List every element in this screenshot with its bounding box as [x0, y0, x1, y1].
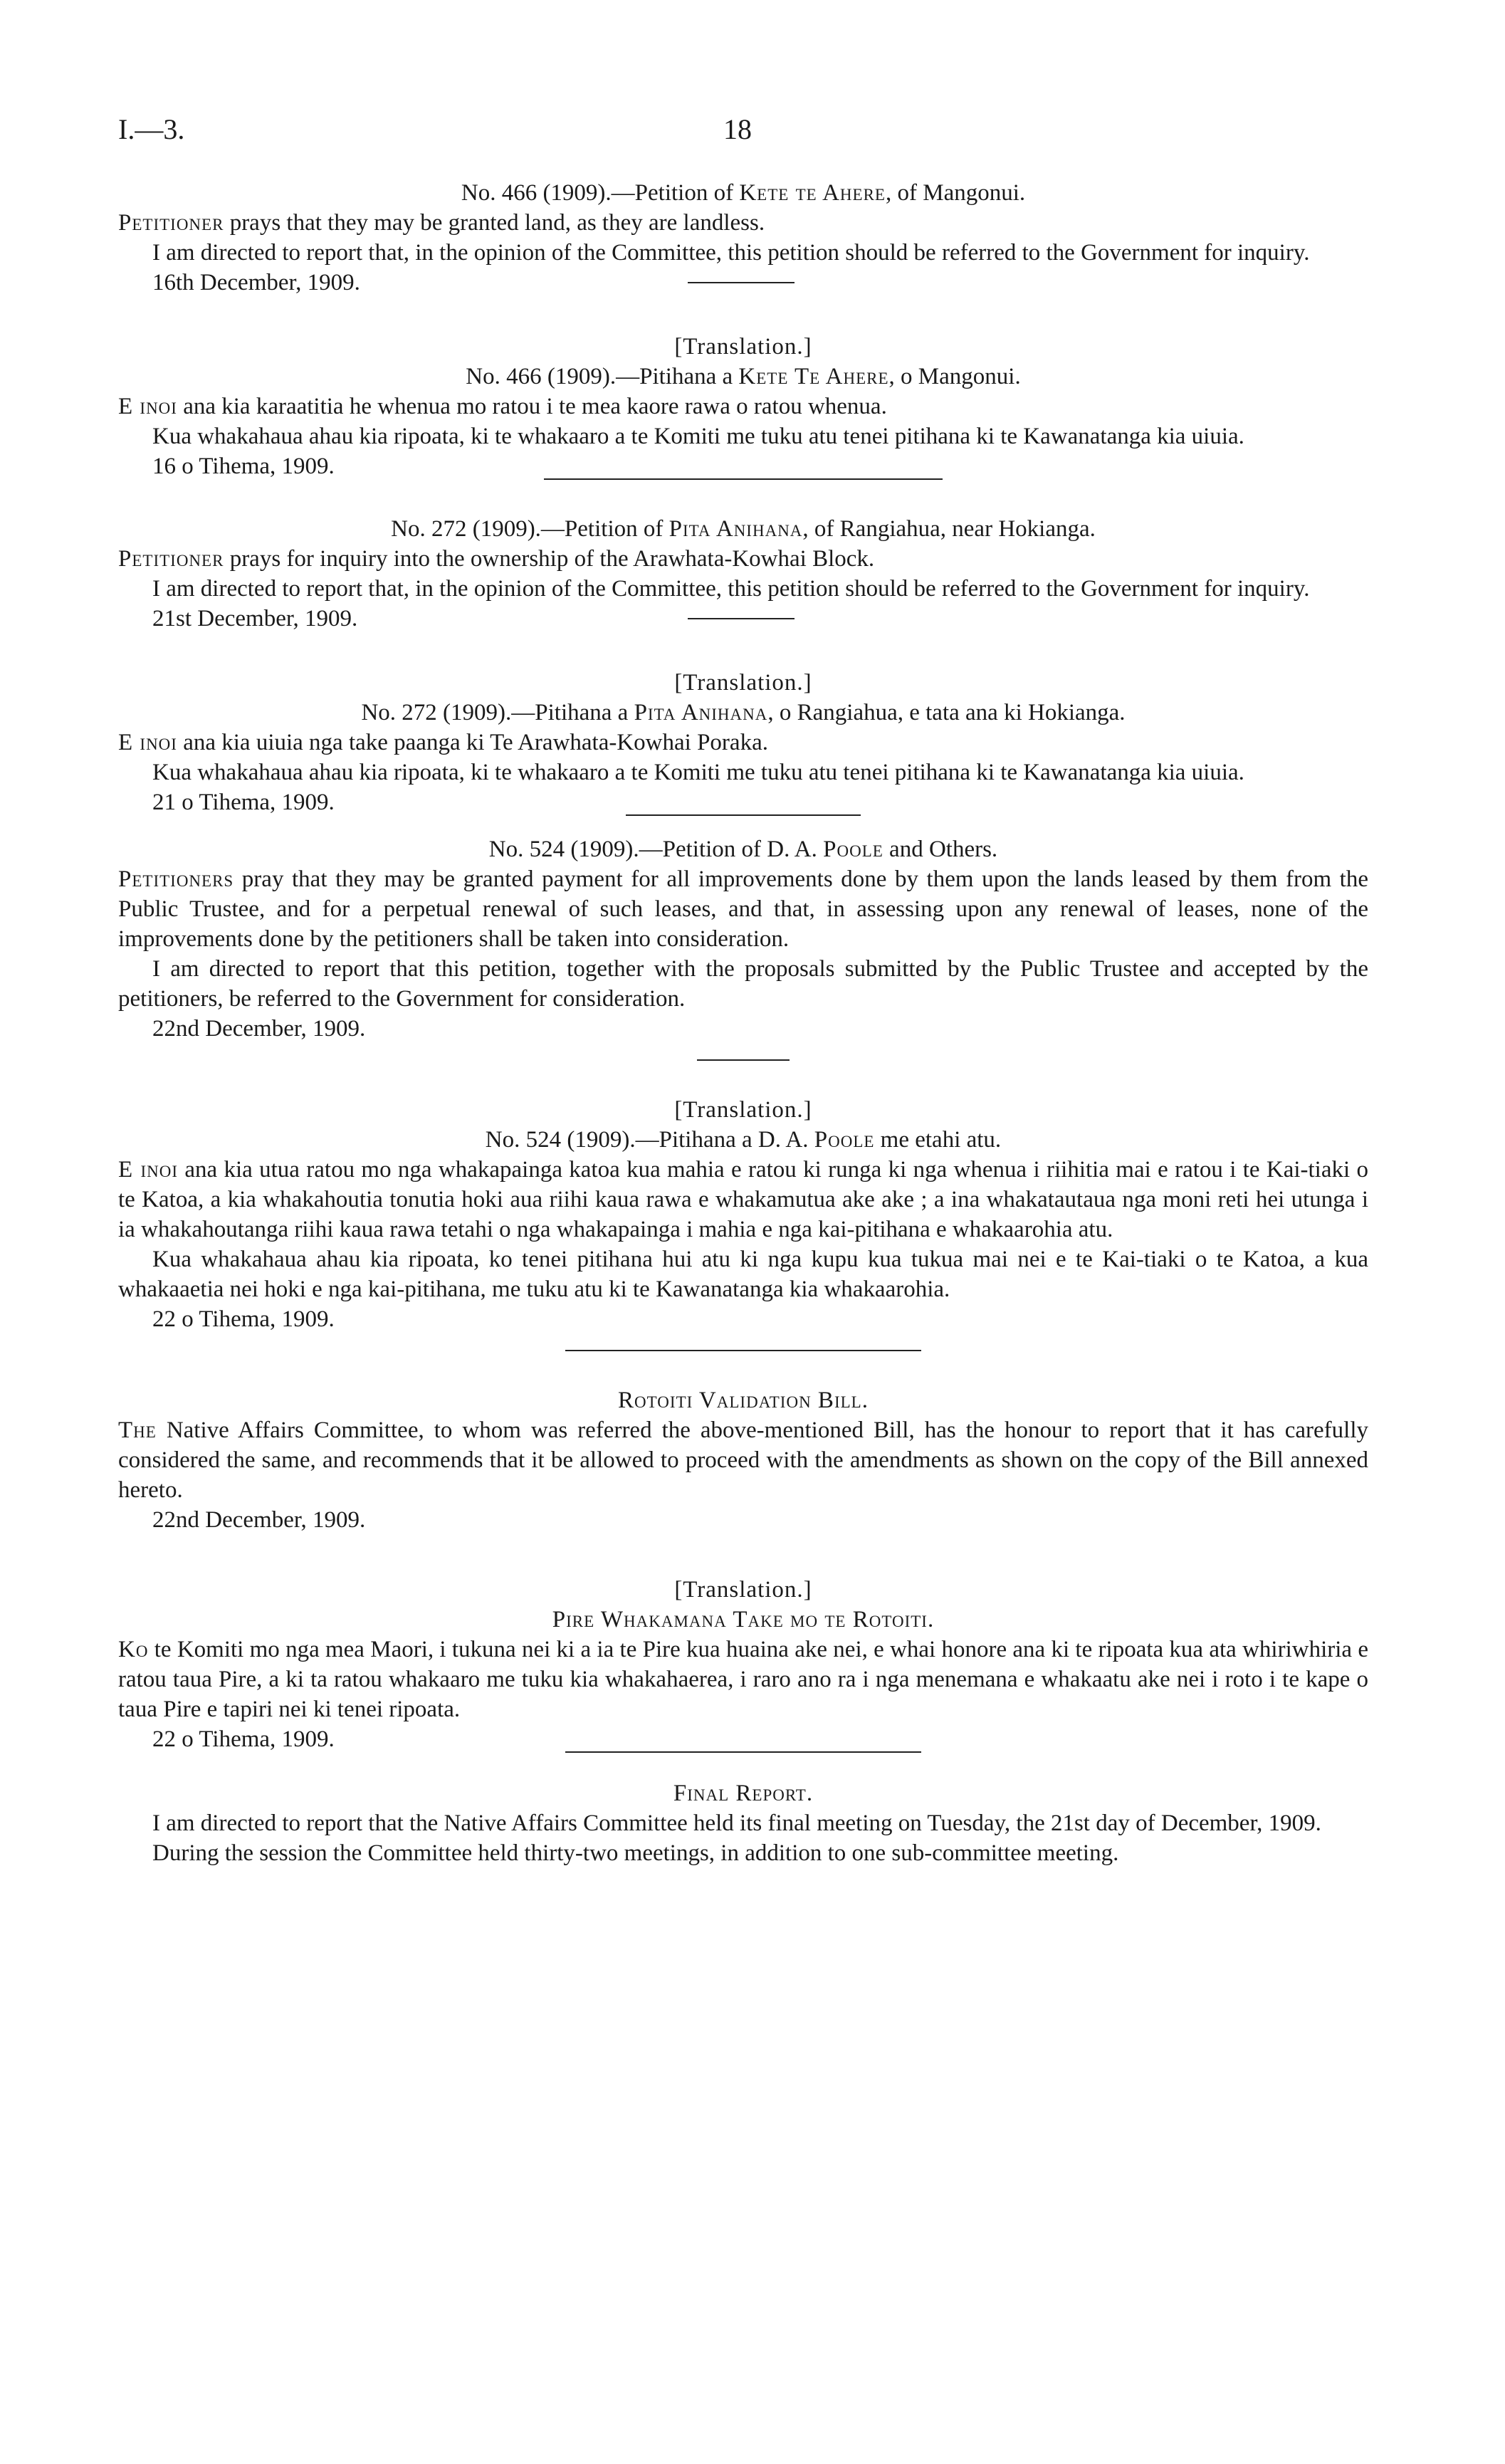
short-rule: [688, 618, 795, 619]
page-content: [118, 178, 1368, 1868]
petition-272-translation-report: Kua whakahaua ahau kia ripoata, ki te whakaaro a te Komiti me tuku atu tenei pitihana ki te Kawanatanga kia uiuia.: [152, 760, 1244, 785]
document-reference: I.—3.: [118, 113, 185, 145]
translation-label: [Translation.]: [674, 670, 812, 696]
petition-466-dateline: [118, 268, 1368, 298]
petition-466-prayer: Petitioner prays that they may be granted land, as they are landless.: [118, 210, 765, 236]
petition-524-prayer: Petitioners pray that they may be granted payment for all improvements done by them upon the lands leased by them from the Public Trustee, and for a perpetual renewal of such leases, and that, in assessing upon any renewal of leases, none of the improvements done by the petitioners shall be taken into consideration.: [118, 866, 1368, 952]
translation-label: [Translation.]: [674, 334, 812, 360]
final-report-section: [118, 1778, 1368, 1868]
page-number: 18: [723, 113, 752, 145]
petition-466-report: I am directed to report that, in the opinion of the Committee, this petition should be referred to the Government for inquiry.: [152, 240, 1310, 266]
rotoiti-bill-date: 22nd December, 1909.: [152, 1507, 366, 1533]
petition-466-translation-heading: No. 466 (1909).—Pitihana a Kete Te Ahere, o Mangonui.: [466, 364, 1021, 389]
petition-466-section: [118, 178, 1368, 298]
petition-466-date: 16th December, 1909.: [152, 270, 360, 295]
translation-label: [Translation.]: [674, 1097, 812, 1123]
petition-272-section: [118, 514, 1368, 634]
petition-524-translation-heading: No. 524 (1909).—Pitihana a D. A. Poole me etahi atu.: [485, 1127, 1002, 1153]
petition-272-translation-prayer: E inoi ana kia uiuia nga take paanga ki Te Arawhata-Kowhai Poraka.: [118, 730, 768, 755]
petition-466-translation-prayer: E inoi ana kia karaatitia he whenua mo ratou i te mea kaore rawa o ratou whenua.: [118, 394, 887, 419]
petition-272-translation: [118, 668, 1368, 816]
petition-524-date: 22nd December, 1909.: [152, 1016, 366, 1042]
final-report-paragraph: I am directed to report that the Native Affairs Committee held its final meeting on Tuesday, the 21st day of December, 1909.: [152, 1810, 1321, 1836]
rotoiti-bill-translation: [118, 1575, 1368, 1753]
short-rule: [697, 1059, 790, 1061]
petition-524-translation-prayer: E inoi ana kia utua ratou mo nga whakapainga katoa kua mahia e ratou ki runga ki nga whenua i riihitia mai e ratou i te Kai-tiaki o te Katoa, a kia whakahoutia tonutia hoki aua riihi kaua rawa e whakamutua ake ake ; a ina whakatautaua nga moni reti hei utunga i ia whakahoutanga riihi kaua rawa tetahi o nga whakapainga i mahia e nga kai-pitihana e whakaarohia atu.: [118, 1157, 1368, 1242]
petition-524-section: [118, 834, 1368, 1061]
petition-272-report: I am directed to report that, in the opinion of the Committee, this petition should be referred to the Government for inquiry.: [152, 576, 1310, 602]
petition-466-translation-report: Kua whakahaua ahau kia ripoata, ki te whakaaro a te Komiti me tuku atu tenei pitihana ki te Kawanatanga kia uiuia.: [152, 424, 1244, 449]
petition-524-translation-date: 22 o Tihema, 1909.: [152, 1306, 335, 1332]
rotoiti-bill-heading: Rotoiti Validation Bill.: [618, 1388, 869, 1413]
petition-524-translation: [118, 1095, 1368, 1351]
petition-524-heading: No. 524 (1909).—Petition of D. A. Poole and Others.: [488, 837, 998, 862]
petition-272-prayer: Petitioner prays for inquiry into the ownership of the Arawhata-Kowhai Block.: [118, 546, 875, 572]
rotoiti-bill-body: The Native Affairs Committee, to whom was referred the above-mentioned Bill, has the honour to report that it has carefully considered the same, and recommends that it be allowed to proceed with the amendments as shown on the copy of the Bill annexed hereto.: [118, 1417, 1368, 1503]
short-rule: [688, 282, 795, 283]
petition-466-translation-date: 16 o Tihema, 1909.: [152, 454, 335, 479]
final-report-paragraph: During the session the Committee held thirty-two meetings, in addition to one sub-committee meeting.: [152, 1840, 1119, 1866]
final-report-heading: Final Report.: [673, 1781, 814, 1806]
petition-524-translation-report: Kua whakahaua ahau kia ripoata, ko tenei pitihana hui atu ki nga kupu kua tukua mai nei e te Kai-tiaki o te Katoa, a kua whakaaetia nei hoki e nga kai-pitihana, me tuku atu ki te Kawanatanga kia whakaarohia.: [118, 1247, 1368, 1302]
rotoiti-bill-translation-heading: Pire Whakamana Take mo te Rotoiti.: [552, 1607, 935, 1632]
petition-272-translation-date: 21 o Tihema, 1909.: [152, 790, 335, 815]
rotoiti-bill-translation-body: Ko te Komiti mo nga mea Maori, i tukuna nei ki a ia te Pire kua huaina ake nei, e whai honore ana ki te ripoata kua ata whiriwhiria e ratou taua Pire, a ki ta ratou whakaaro me tuku kia whakahaerea, i raro ano ra i nga menemana e whakaatu ake nei i roto i te kape o taua Pire e tapiri nei ki tenei ripoata.: [118, 1637, 1368, 1722]
rotoiti-bill-section: [118, 1385, 1368, 1535]
petition-466-heading: No. 466 (1909).—Petition of Kete te Ahere, of Mangonui.: [461, 180, 1026, 206]
rotoiti-bill-translation-date: 22 o Tihema, 1909.: [152, 1726, 335, 1752]
petition-524-report: I am directed to report that this petition, together with the proposals submitted by the Public Trustee and accepted by the petitioners, be referred to the Government for consideration.: [118, 956, 1368, 1012]
petition-466-translation: [118, 332, 1368, 480]
petition-272-translation-heading: No. 272 (1909).—Pitihana a Pita Anihana, o Rangiahua, e tata ana ki Hokianga.: [361, 700, 1126, 725]
petition-272-dateline: [118, 604, 1368, 634]
petition-272-date: 21st December, 1909.: [152, 606, 358, 631]
translation-label: [Translation.]: [674, 1577, 812, 1603]
petition-272-heading: No. 272 (1909).—Petition of Pita Anihana, of Rangiahua, near Hokianga.: [391, 516, 1096, 542]
